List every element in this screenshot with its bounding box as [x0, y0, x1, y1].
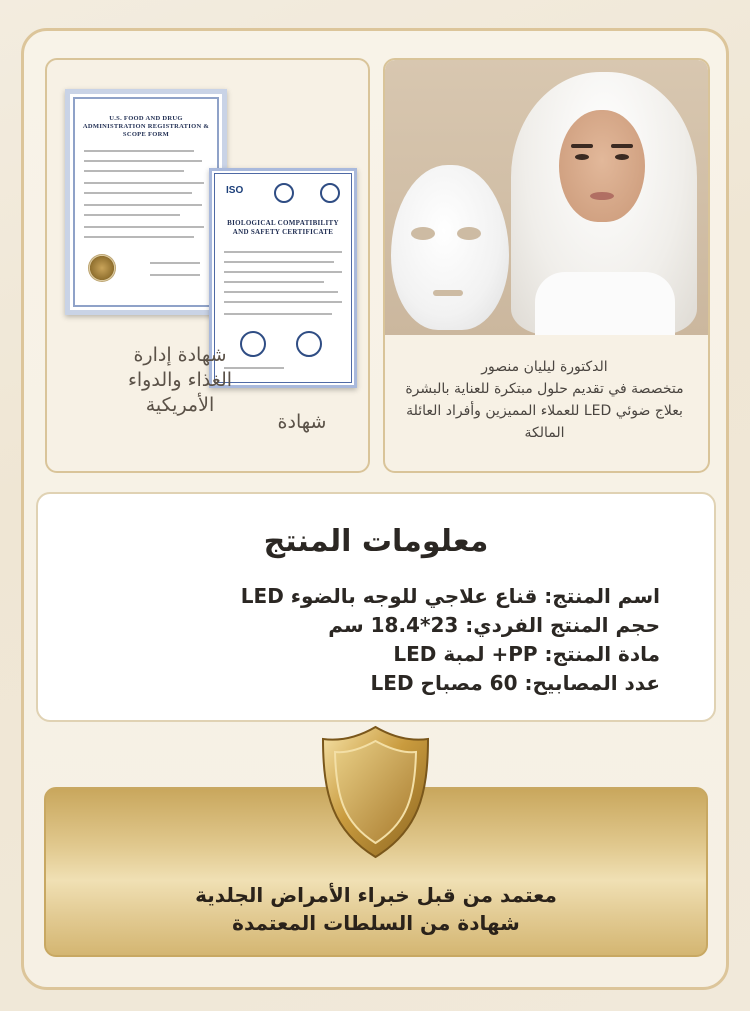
- product-info-title: معلومات المنتج: [263, 524, 489, 559]
- emblem-icon: [274, 183, 294, 203]
- banner-text: [46, 881, 706, 937]
- doctor-description: متخصصة في تقديم حلول مبتكرة للعناية بالبشرة بعلاج ضوئي LED للعملاء المميزين وأفراد العائلة المالكة: [405, 381, 684, 441]
- doctor-name: الدكتورة ليليان منصور: [481, 359, 608, 375]
- doctor-description-block: [395, 356, 694, 444]
- seal-icon: [88, 254, 116, 282]
- seal-icon: [296, 331, 322, 357]
- lamp-count-row: عدد المصابيح: 60 مصباح LED: [370, 671, 660, 695]
- product-name-row: اسم المنتج: قناع علاجي للوجه بالضوء LED: [240, 584, 660, 608]
- certificates-card: [45, 58, 370, 473]
- iso-logo: ISO: [226, 185, 244, 196]
- led-mask-image: [391, 165, 509, 330]
- product-material-row: مادة المنتج: PP+ لمبة LED: [393, 642, 660, 666]
- bio-document-title: BIOLOGICAL COMPATIBILITY AND SAFETY CERTIFICATE: [227, 219, 339, 236]
- fda-certificate-document: [65, 89, 227, 315]
- product-info-list: [241, 582, 660, 698]
- product-info-card: [36, 492, 716, 722]
- doctor-photo: [385, 60, 708, 335]
- banner-line-2: شهادة من السلطات المعتمدة: [232, 911, 520, 935]
- seal-icon: [240, 331, 266, 357]
- doctor-portrait: [505, 72, 705, 335]
- shield-icon: [318, 723, 433, 861]
- fda-document-title: U.S. FOOD AND DRUG ADMINISTRATION REGISTRATION & SCOPE FORM: [82, 115, 210, 138]
- globe-icon: [320, 183, 340, 203]
- fda-certificate-label: شهادة إدارة الغذاء والدواء الأمريكية: [127, 344, 233, 416]
- certificate-label: شهادة: [277, 411, 327, 433]
- doctor-card: [383, 58, 710, 473]
- banner-line-1: معتمد من قبل خبراء الأمراض الجلدية: [195, 883, 557, 907]
- product-size-row: حجم المنتج الفردي: 23*18.4 سم: [328, 613, 660, 637]
